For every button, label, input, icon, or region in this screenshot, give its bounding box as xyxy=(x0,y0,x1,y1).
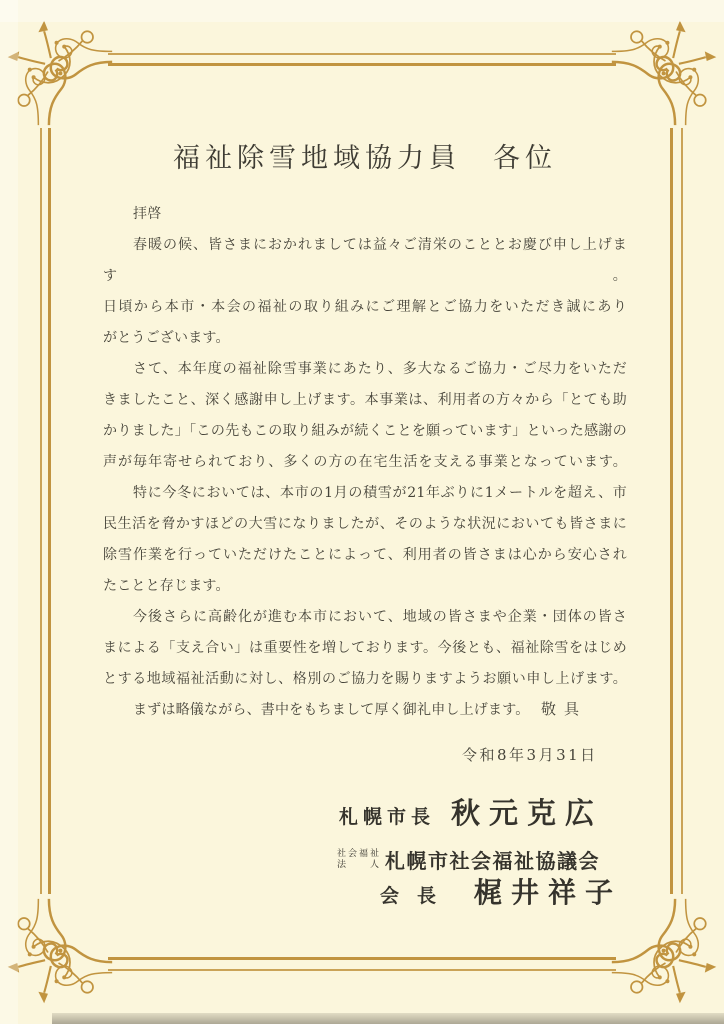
letter-line: さて、本年度の福祉除雪事業にあたり、多大なるご協力・ご尽力をいただ xyxy=(133,361,627,377)
letter-line: 特に今冬においては、本市の1月の積雪が21年ぶりに1メートルを超え、市 xyxy=(133,485,627,501)
frame-line-right-inner xyxy=(670,128,673,894)
letter-line: まずは略儀ながら、書中をもちまして厚く御礼申し上げます。 xyxy=(133,702,530,718)
org-type-label xyxy=(337,849,379,870)
signature-mayor xyxy=(339,791,603,832)
letter-line: きましたこと、深く感謝申し上げます。本事業は、利用者の方々から「とても助 xyxy=(103,392,627,408)
letter-line: 民生活を脅かすほどの大雪になりましたが、そのような状況においても皆さまに xyxy=(103,516,627,532)
letter-line: 日頃から本市・本会の福祉の取り組みにご理解とご協力をいただき誠にあり xyxy=(103,299,627,315)
frame-line-bottom-inner xyxy=(108,957,616,960)
frame-line-left-inner xyxy=(48,128,51,894)
scan-edge-top xyxy=(0,0,724,22)
letter-line: 春暖の候、皆さまにおかれましては益々ご清栄のこととお慶び申し上げます。 xyxy=(103,237,627,284)
mayor-office-label: 札幌市長 xyxy=(339,806,436,828)
signature-chair xyxy=(380,871,622,911)
letter-line: 今後さらに高齢化が進む本市において、地域の皆さまや企業・団体の皆さ xyxy=(133,609,627,625)
frame-line-right-outer xyxy=(681,128,683,894)
frame-line-top-inner xyxy=(108,63,616,66)
org-type-line2: 法人 xyxy=(337,859,379,870)
letter-body xyxy=(103,199,627,726)
org-name: 札幌市社会福祉協議会 xyxy=(385,849,600,873)
corner-flourish-bottom-left xyxy=(1,895,116,1010)
letter-line: まによる「支え合い」は重要性を増しております。今後とも、福祉除雪をはじめ xyxy=(103,640,627,656)
chair-office-label: 会長 xyxy=(380,885,455,907)
letter-date: 令和8年3月31日 xyxy=(462,746,598,764)
closing-word: 敬具 xyxy=(540,700,587,718)
letter-line: 拝啓 xyxy=(133,206,162,222)
corner-flourish-top-right xyxy=(608,14,723,129)
letter-line: かりました」「この先もこの取り組みが続くことを願っています」といった感謝の xyxy=(103,423,627,439)
scan-edge-left xyxy=(0,0,18,1024)
org-type-line1: 社会福祉 xyxy=(337,849,379,859)
corner-flourish-bottom-right xyxy=(608,895,723,1010)
letter-line: とする地域福祉活動に対し、格別のご協力を賜りますようお願い申し上げます。 xyxy=(103,671,627,687)
signature-organization xyxy=(337,845,600,874)
frame-line-top-outer xyxy=(108,53,616,55)
frame-line-left-outer xyxy=(40,128,42,894)
letter-line: 声が毎年寄せられており、多くの方の在宅生活を支える事業となっています。 xyxy=(103,454,627,470)
corner-flourish-top-left xyxy=(1,14,116,129)
scan-edge-bottom xyxy=(52,1013,724,1024)
mayor-name: 秋元克広 xyxy=(451,796,604,830)
letter-line: がとうございます。 xyxy=(103,330,230,346)
recipient-title: 福祉除雪地域協力員 各位 xyxy=(173,143,557,174)
frame-line-bottom-outer xyxy=(108,969,616,971)
letter-line: たことと存じます。 xyxy=(103,578,230,594)
chair-name: 梶井祥子 xyxy=(474,876,623,909)
letter-line: 除雪作業を行っていただけたことによって、利用者の皆さまは心から安心され xyxy=(103,547,627,563)
